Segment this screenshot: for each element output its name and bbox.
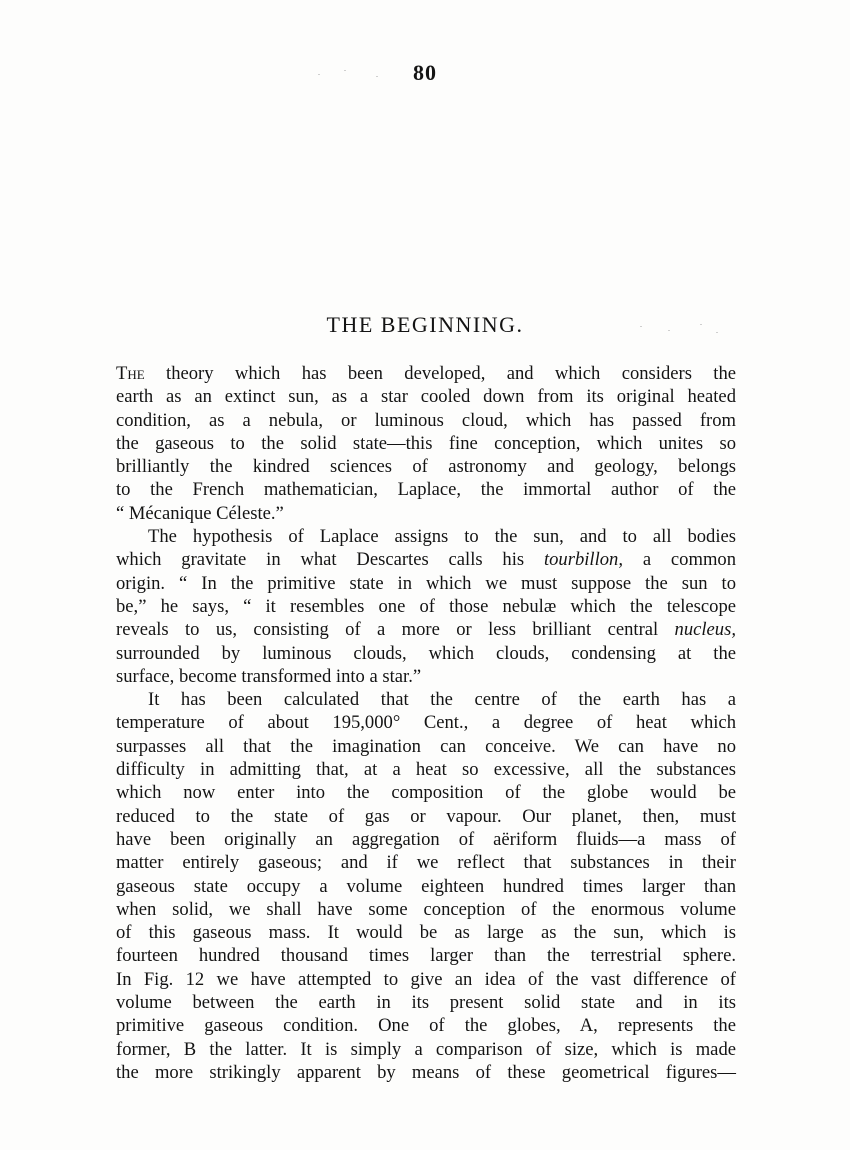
scan-speck xyxy=(640,326,642,327)
paragraph-3 xyxy=(116,688,736,1084)
paragraph-1-line-1: The theory which has been developed, and which considers the xyxy=(116,363,736,384)
italic-term-tourbillon: tourbillon, xyxy=(543,549,624,571)
scan-speck xyxy=(344,70,346,71)
paragraph-3-line-11: of this gaseous mass. It would be as large as the sun, which is xyxy=(116,922,736,944)
paragraph-2-line-1: The hypothesis of Laplace assigns to the sun, and to all bodies xyxy=(148,526,736,548)
body-text xyxy=(116,362,736,1084)
paragraph-2-line-5: reveals to us, consisting of a more or less brilliant central nucleus, xyxy=(116,619,736,641)
paragraph-3-line-2: temperature of about 195,000° Cent., a degree of heat which xyxy=(116,712,736,734)
paragraph-3-line-8: matter entirely gaseous; and if we reflect that substances in their xyxy=(116,852,736,874)
scan-speck xyxy=(668,330,670,331)
paragraph-1-line-6: to the French mathematician, Laplace, the immortal author of the xyxy=(116,479,736,501)
paragraph-2-line-3: origin. “ In the primitive state in which we must suppose the sun to xyxy=(116,572,736,594)
chapter-title: THE BEGINNING. xyxy=(326,312,524,337)
paragraph-2 xyxy=(116,525,736,688)
paragraph-3-line-7: have been originally an aggregation of aëriform fluids—a mass of xyxy=(116,828,736,850)
paragraph-3-line-1: It has been calculated that the centre of the earth has a xyxy=(148,689,736,711)
paragraph-3-line-15: primitive gaseous condition. One of the globes, A, represents the xyxy=(116,1015,736,1037)
drop-lead-word: The xyxy=(116,363,145,384)
scan-speck xyxy=(700,324,702,325)
paragraph-3-line-6: reduced to the state of gas or vapour. Our planet, then, must xyxy=(116,805,736,827)
paragraph-3-line-13: In Fig. 12 we have attempted to give an idea of the vast difference of xyxy=(116,968,736,990)
page-number: 80 xyxy=(413,60,437,85)
paragraph-1-line-4: the gaseous to the solid state—this fine conception, which unites so xyxy=(116,432,736,454)
paragraph-2-line-6: surrounded by luminous clouds, which clouds, condensing at the xyxy=(116,642,736,664)
paragraph-1-line-5: brilliantly the kindred sciences of astronomy and geology, belongs xyxy=(116,456,736,478)
paragraph-1-line-7: “ Mécanique Céleste.” xyxy=(116,502,284,524)
paragraph-3-line-16: former, B the latter. It is simply a comparison of size, which is made xyxy=(116,1038,736,1060)
paragraph-2-line-7: surface, become transformed into a star.” xyxy=(116,665,422,687)
paragraph-1-line-3: condition, as a nebula, or luminous cloud, which has passed from xyxy=(116,409,736,431)
paragraph-3-line-14: volume between the earth in its present solid state and in its xyxy=(116,992,736,1014)
scan-speck xyxy=(376,76,378,77)
paragraph-3-line-17: the more strikingly apparent by means of these geometrical figures— xyxy=(116,1061,736,1083)
paragraph-3-line-4: difficulty in admitting that, at a heat so excessive, all the substances xyxy=(116,759,736,781)
italic-term-nucleus: nucleus, xyxy=(674,619,736,641)
scan-speck xyxy=(716,332,718,333)
paragraph-1 xyxy=(116,362,736,525)
paragraph-3-line-3: surpasses all that the imagination can conceive. We can have no xyxy=(116,735,736,757)
paragraph-1-line-2: earth as an extinct sun, as a star cooled down from its original heated xyxy=(116,386,736,408)
paragraph-3-line-9: gaseous state occupy a volume eighteen hundred times larger than xyxy=(116,875,736,897)
scan-speck xyxy=(318,74,320,75)
paragraph-2-line-4: be,” he says, “ it resembles one of those nebulæ which the telescope xyxy=(116,595,736,617)
paragraph-2-line-2: which gravitate in what Descartes calls his tourbillon, a common xyxy=(116,549,737,571)
paragraph-3-line-10: when solid, we shall have some conception of the enormous volume xyxy=(116,898,736,920)
paragraph-3-line-5: which now enter into the composition of the globe would be xyxy=(116,782,736,804)
paragraph-3-line-12: fourteen hundred thousand times larger than the terrestrial sphere. xyxy=(116,945,736,967)
